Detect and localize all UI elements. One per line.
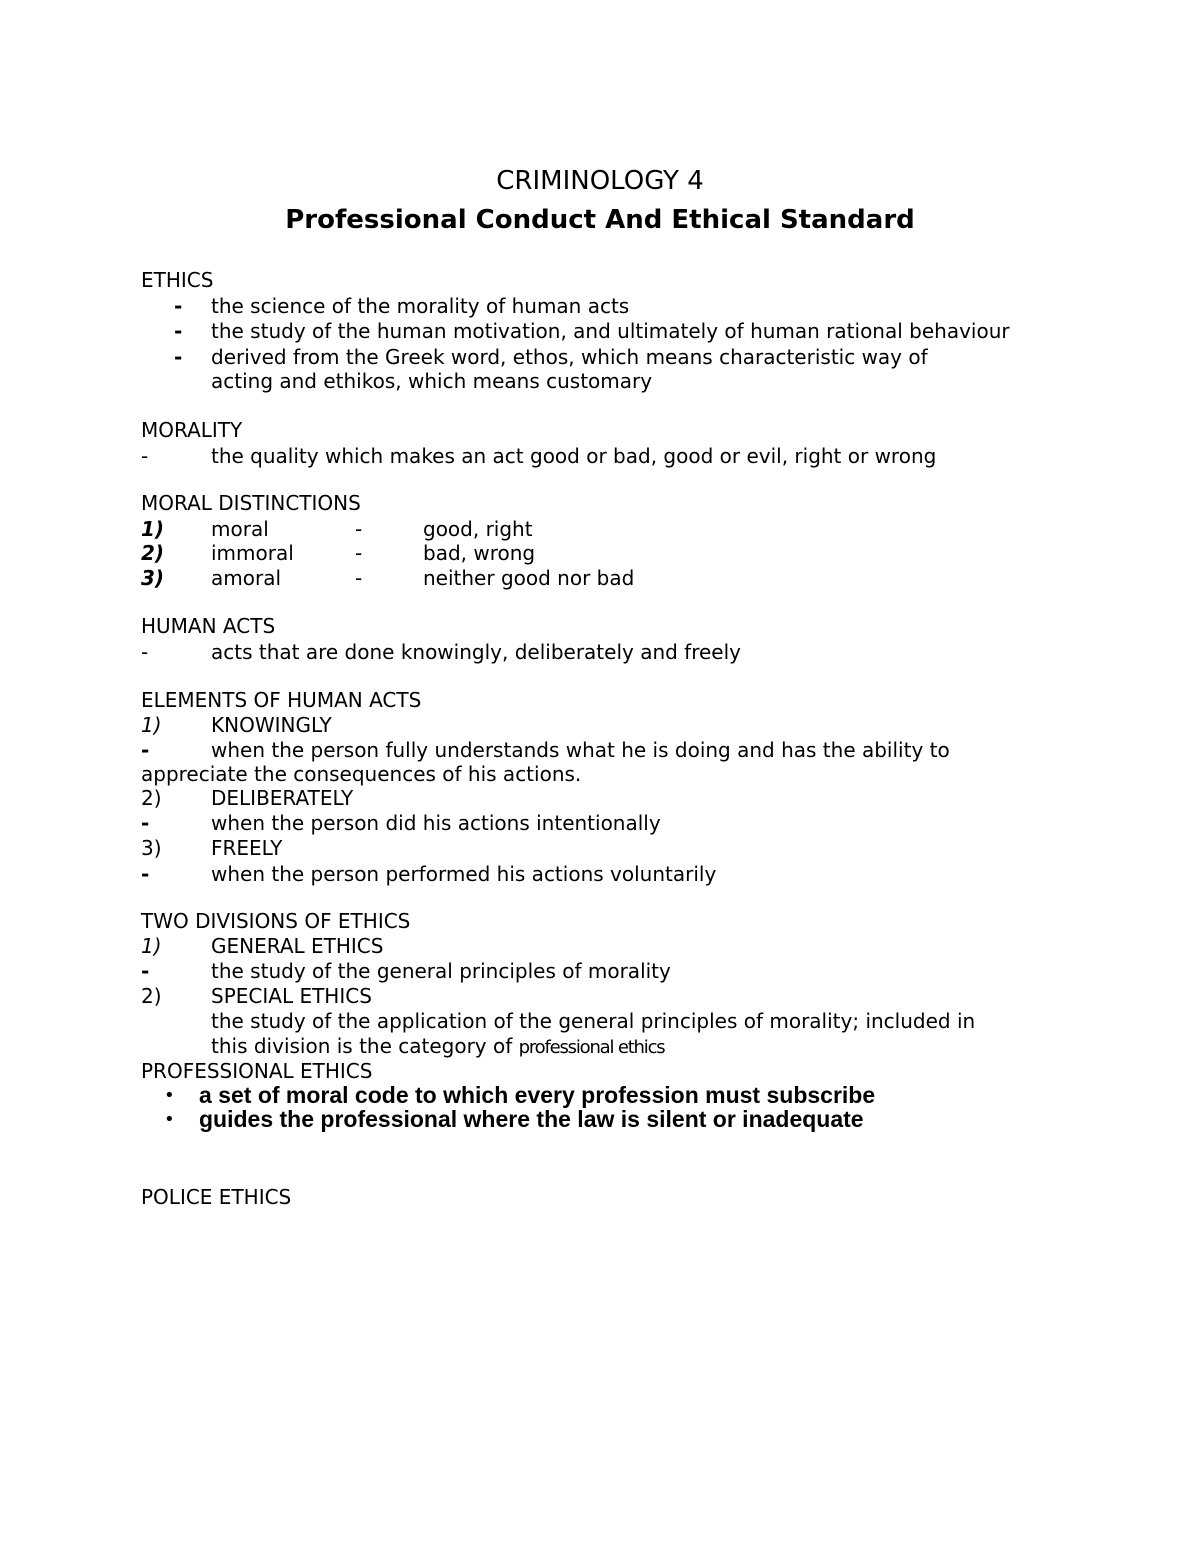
distinction-meaning: bad, wrong xyxy=(423,541,536,565)
division-number: 1) xyxy=(141,934,162,958)
element-label-freely: FREELY xyxy=(211,836,283,860)
division-label-special: SPECIAL ETHICS xyxy=(211,984,372,1008)
morality-item: the quality which makes an act good or bad, good or evil, right or wrong xyxy=(211,444,937,468)
document-subtitle: Professional Conduct And Ethical Standard xyxy=(285,205,915,235)
ethics-item-1: the science of the morality of human acts xyxy=(211,294,630,318)
element-desc-deliberately: when the person did his actions intentionally xyxy=(211,811,661,835)
document-title: CRIMINOLOGY 4 xyxy=(496,166,704,196)
dash-marker: - xyxy=(174,345,183,369)
division-number: 2) xyxy=(141,984,162,1008)
ethics-item-3: derived from the Greek word, ethos, which means characteristic way of xyxy=(211,345,928,369)
element-number: 2) xyxy=(141,786,162,810)
distinction-meaning: neither good nor bad xyxy=(423,566,635,590)
ethics-item-3-continued: acting and ethikos, which means customary xyxy=(211,369,653,393)
element-desc-knowingly-continued: appreciate the consequences of his actions. xyxy=(141,762,582,786)
dash-marker: - xyxy=(141,811,150,835)
distinction-number: 3) xyxy=(141,566,165,590)
human-acts-item: acts that are done knowingly, deliberately and freely xyxy=(211,640,741,664)
section-heading-morality: MORALITY xyxy=(141,418,243,442)
dash-marker: - xyxy=(141,959,150,983)
section-heading-police-ethics: POLICE ETHICS xyxy=(141,1185,292,1209)
distinction-number: 1) xyxy=(141,517,165,541)
section-heading-ethics: ETHICS xyxy=(141,268,214,292)
element-desc-knowingly: when the person fully understands what he is doing and has the ability to xyxy=(211,738,950,762)
dash-marker: - xyxy=(141,738,150,762)
section-heading-moral-distinctions: MORAL DISTINCTIONS xyxy=(141,491,361,515)
ethics-item-2: the study of the human motivation, and ultimately of human rational behaviour xyxy=(211,319,1010,343)
distinction-meaning: good, right xyxy=(423,517,533,541)
element-number: 1) xyxy=(141,713,162,737)
element-label-knowingly: KNOWINGLY xyxy=(211,713,332,737)
division-desc-general: the study of the general principles of morality xyxy=(211,959,671,983)
section-heading-elements: ELEMENTS OF HUMAN ACTS xyxy=(141,688,422,712)
division-label-general: GENERAL ETHICS xyxy=(211,934,384,958)
division-desc-special-continued-text: this division is the category of xyxy=(211,1034,519,1058)
dash-marker: - xyxy=(141,640,149,664)
distinction-separator: - xyxy=(355,541,363,565)
division-desc-special-continued xyxy=(211,1036,664,1057)
distinction-separator: - xyxy=(355,517,363,541)
dash-marker: - xyxy=(141,862,150,886)
professional-ethics-term: professional ethics xyxy=(518,1037,665,1058)
distinction-separator: - xyxy=(355,566,363,590)
dash-marker: - xyxy=(174,319,183,343)
section-heading-divisions: TWO DIVISIONS OF ETHICS xyxy=(141,909,411,933)
distinction-term: immoral xyxy=(211,541,294,565)
division-desc-special: the study of the application of the general principles of morality; included in xyxy=(211,1009,976,1033)
element-number: 3) xyxy=(141,836,162,860)
element-label-deliberately: DELIBERATELY xyxy=(211,786,354,810)
dash-marker: - xyxy=(141,444,149,468)
bullet-icon: • xyxy=(164,1085,175,1106)
dash-marker: - xyxy=(174,294,183,318)
distinction-number: 2) xyxy=(141,541,165,565)
distinction-term: amoral xyxy=(211,566,282,590)
section-heading-professional-ethics: PROFESSIONAL ETHICS xyxy=(141,1059,373,1083)
professional-ethics-bullet-1: a set of moral code to which every profession must subscribe xyxy=(199,1082,876,1108)
element-desc-freely: when the person performed his actions voluntarily xyxy=(211,862,717,886)
distinction-term: moral xyxy=(211,517,269,541)
bullet-icon: • xyxy=(164,1109,175,1130)
professional-ethics-bullet-2: guides the professional where the law is silent or inadequate xyxy=(199,1106,864,1132)
section-heading-human-acts: HUMAN ACTS xyxy=(141,614,276,638)
